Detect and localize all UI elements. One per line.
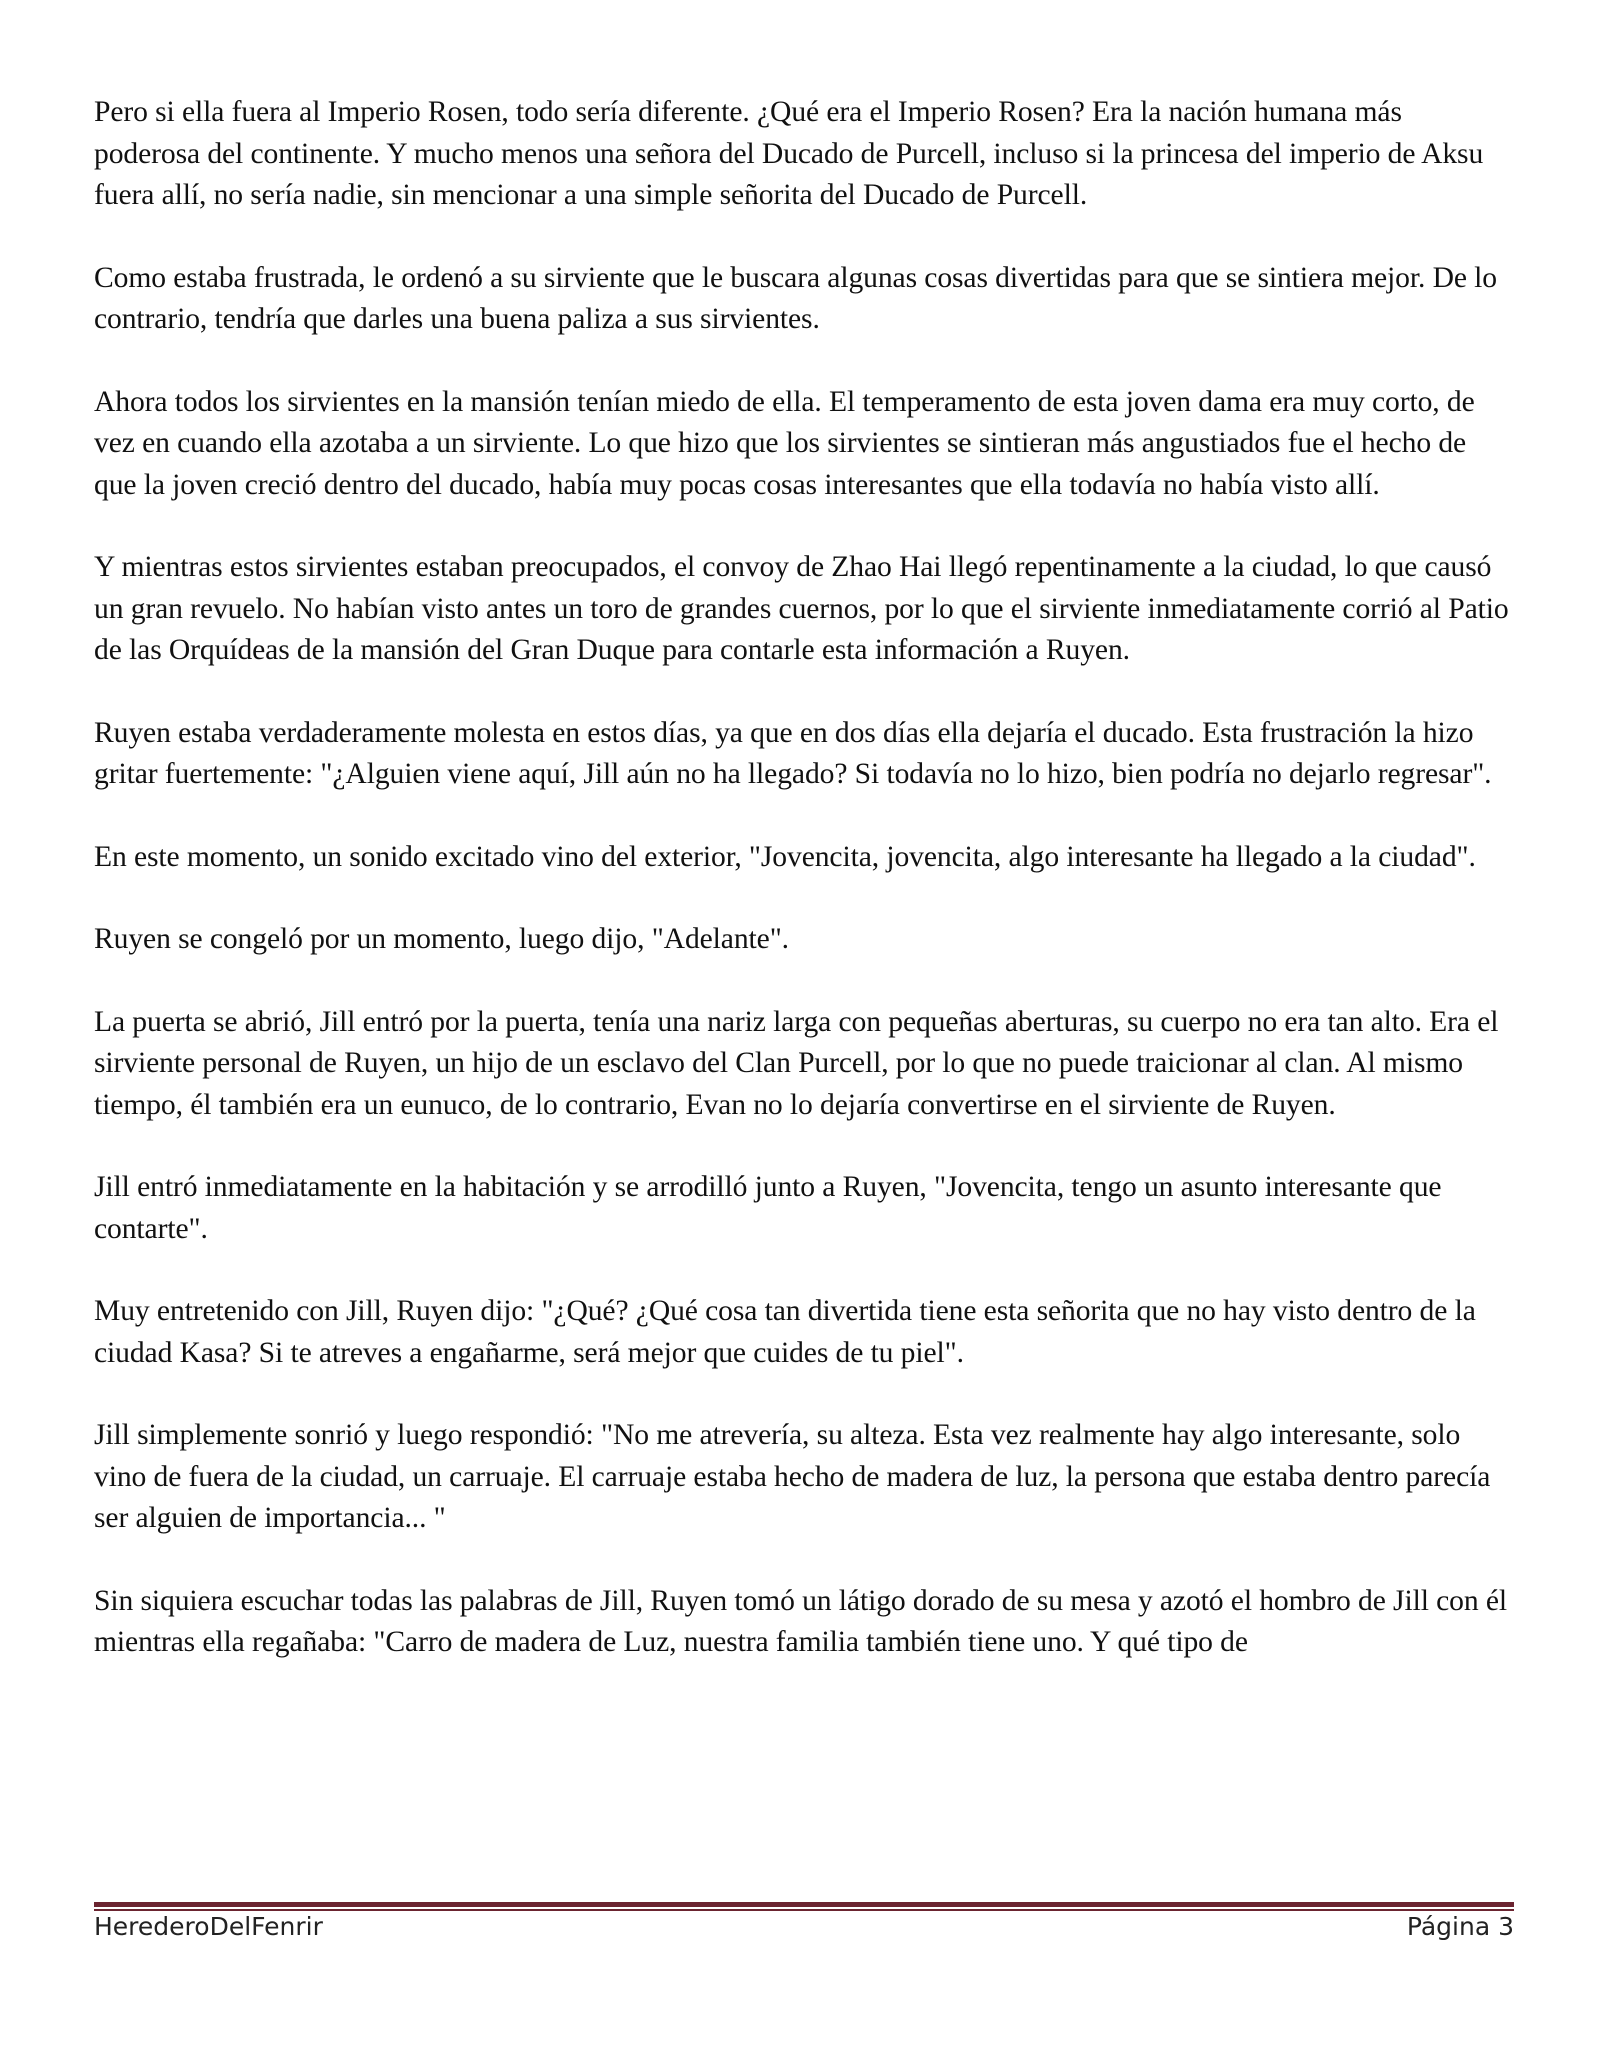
paragraph: Y mientras estos sirvientes estaban preocupados, el convoy de Zhao Hai llegó repentinamente a la ciudad, lo que causó un gran revuelo. No habían visto antes un toro de grandes cuernos, por lo que el sirviente inmediatamente corrió al Patio de las Orquídeas de la mansión del Gran Duque para contarle esta información a Ruyen. xyxy=(94,551,1509,666)
paragraph: Pero si ella fuera al Imperio Rosen, todo sería diferente. ¿Qué era el Imperio Rosen? Era la nación humana más poderosa del continente. Y mucho menos una señora del Ducado de Purcell, incluso si la princesa del imperio de Aksu fuera allí, no sería nadie, sin mencionar a una simple señorita del Ducado de Purcell. xyxy=(94,96,1484,211)
footer-author: HerederoDelFenrir xyxy=(94,1912,323,1941)
paragraph: Como estaba frustrada, le ordenó a su sirviente que le buscara algunas cosas divertidas para que se sintiera mejor. De lo contrario, tendría que darles una buena paliza a sus sirvientes. xyxy=(94,261,1497,335)
footer-divider-thin xyxy=(94,1909,1514,1911)
paragraph: Ruyen se congeló por un momento, luego dijo, "Adelante". xyxy=(94,923,789,955)
paragraph: En este momento, un sonido excitado vino del exterior, "Jovencita, jovencita, algo interesante ha llegado a la ciudad". xyxy=(94,840,1476,873)
footer-divider-thick xyxy=(94,1902,1514,1907)
paragraph: Jill simplemente sonrió y luego respondió: "No me atrevería, su alteza. Esta vez realmente hay algo interesante, solo vino de fuera de la ciudad, un carruaje. El carruaje estaba hecho de madera de luz, la persona que estaba dentro parecía ser alguien de importancia... " xyxy=(94,1419,1491,1534)
paragraph: Ruyen estaba verdaderamente molesta en estos días, ya que en dos días ella dejaría el ducado. Esta frustración la hizo gritar fuertemente: "¿Alguien viene aquí, Jill aún no ha llegado? Si todavía no lo hizo, bien podría no dejarlo regresar". xyxy=(94,716,1492,790)
paragraph: Muy entretenido con Jill, Ruyen dijo: "¿Qué? ¿Qué cosa tan divertida tiene esta señorita que no hay visto dentro de la ciudad Kasa? Si te atreves a engañarme, será mejor que cuides de tu piel". xyxy=(94,1295,1476,1369)
paragraph: Sin siquiera escuchar todas las palabras de Jill, Ruyen tomó un látigo dorado de su mesa y azotó el hombro de Jill con él mientras ella regañaba: "Carro de madera de Luz, nuestra familia también tiene uno. Y qué tipo de xyxy=(94,1584,1507,1658)
paragraph: La puerta se abrió, Jill entró por la puerta, tenía una nariz larga con pequeñas aberturas, su cuerpo no era tan alto. Era el sirviente personal de Ruyen, un hijo de un esclavo del Clan Purcell, por lo que no puede traicionar al clan. Al mismo tiempo, él también era un eunuco, de lo contrario, Evan no lo dejaría convertirse en el sirviente de Ruyen. xyxy=(94,1005,1499,1121)
page-footer xyxy=(94,1912,1514,1952)
footer-page-number: Página 3 xyxy=(1406,1912,1514,1941)
paragraph: Jill entró inmediatamente en la habitación y se arrodilló junto a Ruyen, "Jovencita, tengo un asunto interesante que contarte". xyxy=(94,1171,1442,1245)
footer-divider xyxy=(94,1902,1514,1911)
paragraph: Ahora todos los sirvientes en la mansión tenían miedo de ella. El temperamento de esta joven dama era muy corto, de vez en cuando ella azotaba a un sirviente. Lo que hizo que los sirvientes se sintieran más angustiados fue el hecho de que la joven creció dentro del ducado, había muy pocas cosas interesantes que ella todavía no había visto allí. xyxy=(94,385,1475,501)
body-text xyxy=(94,92,1514,1705)
